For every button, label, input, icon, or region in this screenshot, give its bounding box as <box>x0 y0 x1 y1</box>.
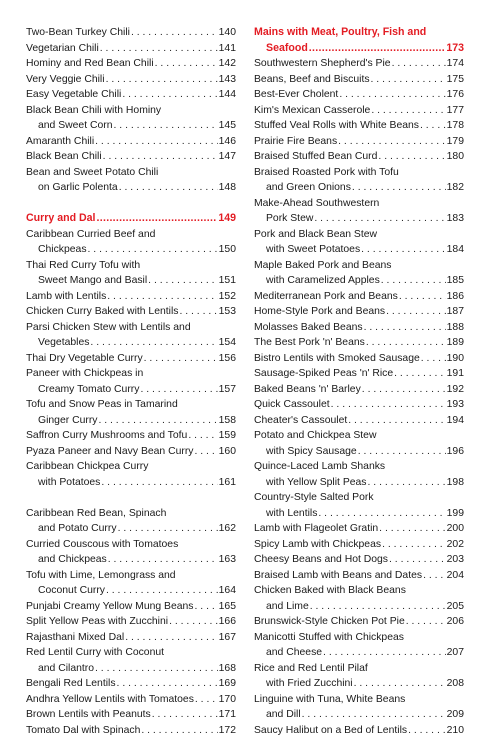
dot-leader <box>103 149 218 165</box>
page-number: 187 <box>447 304 464 320</box>
page-number: 162 <box>219 521 236 537</box>
entry-title: Pork Stew <box>266 211 313 227</box>
dot-leader <box>100 41 218 57</box>
dot-leader <box>195 444 218 460</box>
toc-entry[interactable] <box>254 87 464 103</box>
entry-title: with Caramelized Apples <box>266 273 380 289</box>
page-number: 175 <box>447 72 464 88</box>
entry-title: Maple Baked Pork and Beans <box>254 258 391 274</box>
toc-entry[interactable] <box>254 335 464 351</box>
toc-entry[interactable] <box>254 413 464 429</box>
dot-leader <box>88 242 218 258</box>
toc-entry[interactable] <box>26 397 236 428</box>
page-number: 141 <box>219 41 236 57</box>
dot-leader <box>310 599 446 615</box>
dot-leader <box>362 382 446 398</box>
dot-leader <box>361 242 446 258</box>
page-number: 157 <box>219 382 236 398</box>
page-number: 206 <box>447 614 464 630</box>
toc-entry[interactable] <box>26 227 236 258</box>
page-number: 176 <box>447 87 464 103</box>
entry-title: Braised Stuffed Bean Curd <box>254 149 377 165</box>
entry-title: Pyaza Paneer and Navy Bean Curry <box>26 444 194 460</box>
page-number: 203 <box>447 552 464 568</box>
toc-entry[interactable] <box>254 614 464 630</box>
toc-entry[interactable] <box>254 351 464 367</box>
dot-leader <box>394 366 446 382</box>
toc-entry[interactable] <box>26 614 236 630</box>
page-number: 183 <box>447 211 464 227</box>
section-heading[interactable] <box>26 211 236 227</box>
dot-leader <box>106 583 218 599</box>
page-number: 193 <box>447 397 464 413</box>
entry-title: Lamb with Lentils <box>26 289 106 305</box>
entry-title: Bean and Sweet Potato Chili <box>26 165 158 181</box>
entry-title: Ginger Curry <box>38 413 97 429</box>
dot-leader <box>354 676 446 692</box>
toc-entry[interactable] <box>26 599 236 615</box>
toc-entry[interactable] <box>254 382 464 398</box>
toc-entry[interactable] <box>26 537 236 568</box>
entry-title: Chicken Baked with Black Beans <box>254 583 406 599</box>
page-number: 161 <box>219 475 236 491</box>
page-number: 210 <box>447 723 464 738</box>
entry-title: Andhra Yellow Lentils with Tomatoes <box>26 692 194 708</box>
toc-entry[interactable] <box>254 258 464 289</box>
dot-leader <box>392 56 446 72</box>
section-title: Seafood <box>266 41 308 57</box>
dot-leader <box>309 41 446 57</box>
page-number: 174 <box>447 56 464 72</box>
toc-entry[interactable] <box>254 103 464 119</box>
entry-title: Braised Roasted Pork with Tofu <box>254 165 399 181</box>
entry-title: Thai Red Curry Tofu with <box>26 258 140 274</box>
dot-leader <box>96 211 217 227</box>
page-number: 194 <box>447 413 464 429</box>
entry-title: Brown Lentils with Peanuts <box>26 707 151 723</box>
section-heading[interactable] <box>254 25 464 56</box>
section-title: Mains with Meat, Poultry, Fish and <box>254 25 426 41</box>
dot-leader <box>382 537 446 553</box>
page-number: 200 <box>447 521 464 537</box>
page-number: 186 <box>447 289 464 305</box>
dot-leader <box>108 552 218 568</box>
dot-leader <box>339 87 445 103</box>
entry-title: Curried Couscous with Tomatoes <box>26 537 178 553</box>
dot-leader <box>389 552 446 568</box>
dot-leader <box>98 413 217 429</box>
entry-title: Molasses Baked Beans <box>254 320 363 336</box>
page-number: 164 <box>219 583 236 599</box>
entry-title: and Chickpeas <box>38 552 107 568</box>
entry-title: Saffron Curry Mushrooms and Tofu <box>26 428 187 444</box>
page-number: 185 <box>447 273 464 289</box>
toc-entry[interactable] <box>254 661 464 692</box>
dot-leader <box>125 630 217 646</box>
toc-entry[interactable] <box>254 227 464 258</box>
toc-entry[interactable] <box>254 165 464 196</box>
page-number: 182 <box>447 180 464 196</box>
page-number: 192 <box>447 382 464 398</box>
entry-title: Pork and Black Bean Stew <box>254 227 377 243</box>
page-number: 198 <box>447 475 464 491</box>
toc-entry[interactable] <box>254 723 464 738</box>
page-number: 154 <box>219 335 236 351</box>
dot-leader <box>131 25 218 41</box>
entry-title: Brunswick-Style Chicken Pot Pie <box>254 614 405 630</box>
toc-entry[interactable] <box>26 707 236 723</box>
toc-entry[interactable] <box>254 568 464 584</box>
entry-title: Kim's Mexican Casserole <box>254 103 370 119</box>
toc-entry[interactable] <box>254 196 464 227</box>
dot-leader <box>381 273 446 289</box>
dot-leader <box>378 149 445 165</box>
toc-entry[interactable] <box>26 134 236 150</box>
page-number: 166 <box>219 614 236 630</box>
dot-leader <box>119 180 218 196</box>
toc-entry[interactable] <box>26 723 236 738</box>
toc-entry[interactable] <box>26 351 236 367</box>
toc-entry[interactable] <box>26 568 236 599</box>
page-number: 173 <box>446 41 464 57</box>
dot-leader <box>364 320 446 336</box>
entry-title: with Sweet Potatoes <box>266 242 360 258</box>
toc-entry[interactable] <box>254 149 464 165</box>
page-number: 171 <box>219 707 236 723</box>
toc-entry[interactable] <box>26 103 236 134</box>
page-number: 205 <box>447 599 464 615</box>
entry-title: and Lime <box>266 599 309 615</box>
dot-leader <box>107 289 217 305</box>
entry-title: Baked Beans 'n' Barley <box>254 382 361 398</box>
entry-title: Black Bean Chili with Hominy <box>26 103 161 119</box>
dot-leader <box>379 521 445 537</box>
dot-leader <box>155 56 218 72</box>
page-number: 147 <box>219 149 236 165</box>
entry-title: Amaranth Chili <box>26 134 94 150</box>
page-number: 165 <box>219 599 236 615</box>
entry-title: with Spicy Sausage <box>266 444 357 460</box>
toc-entry[interactable] <box>26 320 236 351</box>
toc-entry[interactable] <box>26 692 236 708</box>
dot-leader <box>179 304 217 320</box>
entry-title: Home-Style Pork and Beans <box>254 304 385 320</box>
toc-entry[interactable] <box>26 149 236 165</box>
entry-title: Quick Cassoulet <box>254 397 330 413</box>
toc-entry[interactable] <box>254 134 464 150</box>
toc-entry[interactable] <box>254 289 464 305</box>
entry-title: Red Lentil Curry with Coconut <box>26 645 164 661</box>
page-number: 151 <box>219 273 236 289</box>
entry-title: Lamb with Flageolet Gratin <box>254 521 378 537</box>
dot-leader <box>188 428 217 444</box>
entry-title: Stuffed Veal Rolls with White Beans <box>254 118 419 134</box>
entry-title: and Sweet Corn <box>38 118 113 134</box>
toc-entry[interactable] <box>254 366 464 382</box>
page-number: 196 <box>447 444 464 460</box>
dot-leader <box>144 351 218 367</box>
page-number: 191 <box>447 366 464 382</box>
dot-leader <box>348 413 445 429</box>
dot-leader <box>366 335 446 351</box>
toc-left-column <box>26 25 236 738</box>
page-number: 178 <box>447 118 464 134</box>
dot-leader <box>90 335 217 351</box>
page-number: 208 <box>447 676 464 692</box>
dot-leader <box>118 521 218 537</box>
page-number: 169 <box>219 676 236 692</box>
page-number: 146 <box>219 134 236 150</box>
toc-entry[interactable] <box>254 56 464 72</box>
dot-leader <box>368 475 446 491</box>
toc-entry[interactable] <box>26 676 236 692</box>
dot-leader <box>148 273 217 289</box>
toc-entry[interactable] <box>254 490 464 521</box>
entry-title: Very Veggie Chili <box>26 72 105 88</box>
toc-entry[interactable] <box>26 72 236 88</box>
toc-entry[interactable] <box>26 645 236 676</box>
toc-entry[interactable] <box>26 630 236 646</box>
entry-title: Tofu and Snow Peas in Tamarind <box>26 397 178 413</box>
dot-leader <box>338 134 446 150</box>
toc-entry[interactable] <box>26 56 236 72</box>
section-title: Curry and Dal <box>26 211 95 227</box>
dot-leader <box>302 707 446 723</box>
entry-title: Split Yellow Peas with Zucchini <box>26 614 168 630</box>
entry-title: Bistro Lentils with Smoked Sausage <box>254 351 420 367</box>
dot-leader <box>423 568 446 584</box>
entry-title: with Fried Zucchini <box>266 676 353 692</box>
entry-title: Easy Vegetable Chili <box>26 87 121 103</box>
page-number: 207 <box>447 645 464 661</box>
entry-title: Thai Dry Vegetable Curry <box>26 351 143 367</box>
entry-title: Mediterranean Pork and Beans <box>254 289 398 305</box>
toc-entry[interactable] <box>254 692 464 723</box>
entry-title: Cheater's Cassoulet <box>254 413 347 429</box>
dot-leader <box>117 676 218 692</box>
spacer <box>26 196 236 212</box>
dot-leader <box>323 645 446 661</box>
dot-leader <box>314 211 445 227</box>
page-number: 149 <box>218 211 236 227</box>
toc-entry[interactable] <box>26 506 236 537</box>
entry-title: Two-Bean Turkey Chili <box>26 25 130 41</box>
entry-title: Quince-Laced Lamb Shanks <box>254 459 385 475</box>
entry-title: Bengali Red Lentils <box>26 676 116 692</box>
dot-leader <box>195 599 218 615</box>
toc-entry[interactable] <box>26 87 236 103</box>
entry-title: and Cilantro <box>38 661 94 677</box>
toc-entry[interactable] <box>26 165 236 196</box>
toc-entry[interactable] <box>26 41 236 57</box>
dot-leader <box>399 289 446 305</box>
entry-title: Rice and Red Lentil Pilaf <box>254 661 368 677</box>
page-number: 167 <box>219 630 236 646</box>
dot-leader <box>101 475 217 491</box>
toc-entry[interactable] <box>254 72 464 88</box>
page-number: 180 <box>447 149 464 165</box>
entry-title: Black Bean Chili <box>26 149 102 165</box>
page-number: 158 <box>219 413 236 429</box>
entry-title: Southwestern Shepherd's Pie <box>254 56 391 72</box>
dot-leader <box>358 444 446 460</box>
toc-entry[interactable] <box>26 459 236 490</box>
entry-title: Punjabi Creamy Yellow Mung Beans <box>26 599 194 615</box>
page-number: 152 <box>219 289 236 305</box>
toc-entry[interactable] <box>26 428 236 444</box>
entry-title: Spicy Lamb with Chickpeas <box>254 537 381 553</box>
dot-leader <box>371 72 446 88</box>
dot-leader <box>122 87 217 103</box>
toc-entry[interactable] <box>254 428 464 459</box>
entry-title: and Cheese <box>266 645 322 661</box>
entry-title: Country-Style Salted Pork <box>254 490 374 506</box>
page-number: 160 <box>219 444 236 460</box>
dot-leader <box>95 661 218 677</box>
page-number: 143 <box>219 72 236 88</box>
page-number: 177 <box>447 103 464 119</box>
page-number: 188 <box>447 320 464 336</box>
entry-title: Sausage-Spiked Peas 'n' Rice <box>254 366 393 382</box>
entry-title: Prairie Fire Beans <box>254 134 337 150</box>
toc-entry[interactable] <box>26 289 236 305</box>
page-number: 140 <box>219 25 236 41</box>
entry-title: Potato and Chickpea Stew <box>254 428 376 444</box>
entry-title: Saucy Halibut on a Bed of Lentils <box>254 723 407 738</box>
entry-title: Tofu with Lime, Lemongrass and <box>26 568 176 584</box>
entry-title: Vegetables <box>38 335 89 351</box>
toc-entry[interactable] <box>26 444 236 460</box>
dot-leader <box>140 382 217 398</box>
dot-leader <box>421 351 446 367</box>
toc-entry[interactable] <box>254 537 464 553</box>
entry-title: Linguine with Tuna, White Beans <box>254 692 405 708</box>
toc-entry[interactable] <box>254 118 464 134</box>
toc-entry[interactable] <box>254 397 464 413</box>
dot-leader <box>408 723 446 738</box>
entry-title: Caribbean Curried Beef and <box>26 227 155 243</box>
entry-title: Tomato Dal with Spinach <box>26 723 140 738</box>
dot-leader <box>331 397 446 413</box>
toc-entry[interactable] <box>254 583 464 614</box>
entry-title: with Yellow Split Peas <box>266 475 367 491</box>
page-number: 145 <box>219 118 236 134</box>
entry-title: Paneer with Chickpeas in <box>26 366 143 382</box>
dot-leader <box>386 304 446 320</box>
page-number: 190 <box>447 351 464 367</box>
entry-title: Cheesy Beans and Hot Dogs <box>254 552 388 568</box>
dot-leader <box>95 134 218 150</box>
dot-leader <box>371 103 445 119</box>
dot-leader <box>352 180 446 196</box>
entry-title: Make-Ahead Southwestern <box>254 196 379 212</box>
dot-leader <box>420 118 446 134</box>
entry-title: with Potatoes <box>38 475 100 491</box>
toc-entry[interactable] <box>254 630 464 661</box>
page-number: 199 <box>447 506 464 522</box>
page-number: 172 <box>219 723 236 738</box>
entry-title: on Garlic Polenta <box>38 180 118 196</box>
entry-title: Parsi Chicken Stew with Lentils and <box>26 320 191 336</box>
entry-title: and Green Onions <box>266 180 351 196</box>
page-number: 163 <box>219 552 236 568</box>
page-number: 184 <box>447 242 464 258</box>
toc-entry[interactable] <box>26 258 236 289</box>
dot-leader <box>169 614 218 630</box>
page-number: 148 <box>219 180 236 196</box>
dot-leader <box>406 614 446 630</box>
entry-title: Sweet Mango and Basil <box>38 273 147 289</box>
page-number: 170 <box>219 692 236 708</box>
entry-title: Rajasthani Mixed Dal <box>26 630 124 646</box>
entry-title: and Potato Curry <box>38 521 117 537</box>
entry-title: Beans, Beef and Biscuits <box>254 72 370 88</box>
page-number: 142 <box>219 56 236 72</box>
page-number: 150 <box>219 242 236 258</box>
page-number: 144 <box>219 87 236 103</box>
dot-leader <box>195 692 218 708</box>
spacer <box>26 490 236 506</box>
toc-entry[interactable] <box>26 304 236 320</box>
toc-entry[interactable] <box>254 459 464 490</box>
toc-entry[interactable] <box>254 304 464 320</box>
entry-title: Best-Ever Cholent <box>254 87 338 103</box>
page-number: 159 <box>219 428 236 444</box>
entry-title: with Lentils <box>266 506 317 522</box>
dot-leader <box>114 118 218 134</box>
dot-leader <box>141 723 217 738</box>
page-number: 189 <box>447 335 464 351</box>
entry-title: Chicken Curry Baked with Lentils <box>26 304 178 320</box>
page-number: 168 <box>219 661 236 677</box>
toc-entry[interactable] <box>26 366 236 397</box>
toc-entry[interactable] <box>26 25 236 41</box>
entry-title: Chickpeas <box>38 242 87 258</box>
dot-leader <box>318 506 445 522</box>
toc-entry[interactable] <box>254 521 464 537</box>
dot-leader <box>106 72 218 88</box>
dot-leader <box>152 707 218 723</box>
toc-entry[interactable] <box>254 552 464 568</box>
entry-title: and Dill <box>266 707 301 723</box>
toc-right-column <box>254 25 464 738</box>
entry-title: Vegetarian Chili <box>26 41 99 57</box>
entry-title: Coconut Curry <box>38 583 105 599</box>
page-number: 179 <box>447 134 464 150</box>
entry-title: Caribbean Chickpea Curry <box>26 459 148 475</box>
toc-entry[interactable] <box>254 320 464 336</box>
entry-title: Creamy Tomato Curry <box>38 382 139 398</box>
entry-title: Manicotti Stuffed with Chickpeas <box>254 630 404 646</box>
page-number: 204 <box>447 568 464 584</box>
page-number: 153 <box>219 304 236 320</box>
page-number: 156 <box>219 351 236 367</box>
entry-title: The Best Pork 'n' Beans <box>254 335 365 351</box>
entry-title: Caribbean Red Bean, Spinach <box>26 506 166 522</box>
entry-title: Hominy and Red Bean Chili <box>26 56 154 72</box>
page-number: 209 <box>447 707 464 723</box>
entry-title: Braised Lamb with Beans and Dates <box>254 568 422 584</box>
page-number: 202 <box>447 537 464 553</box>
